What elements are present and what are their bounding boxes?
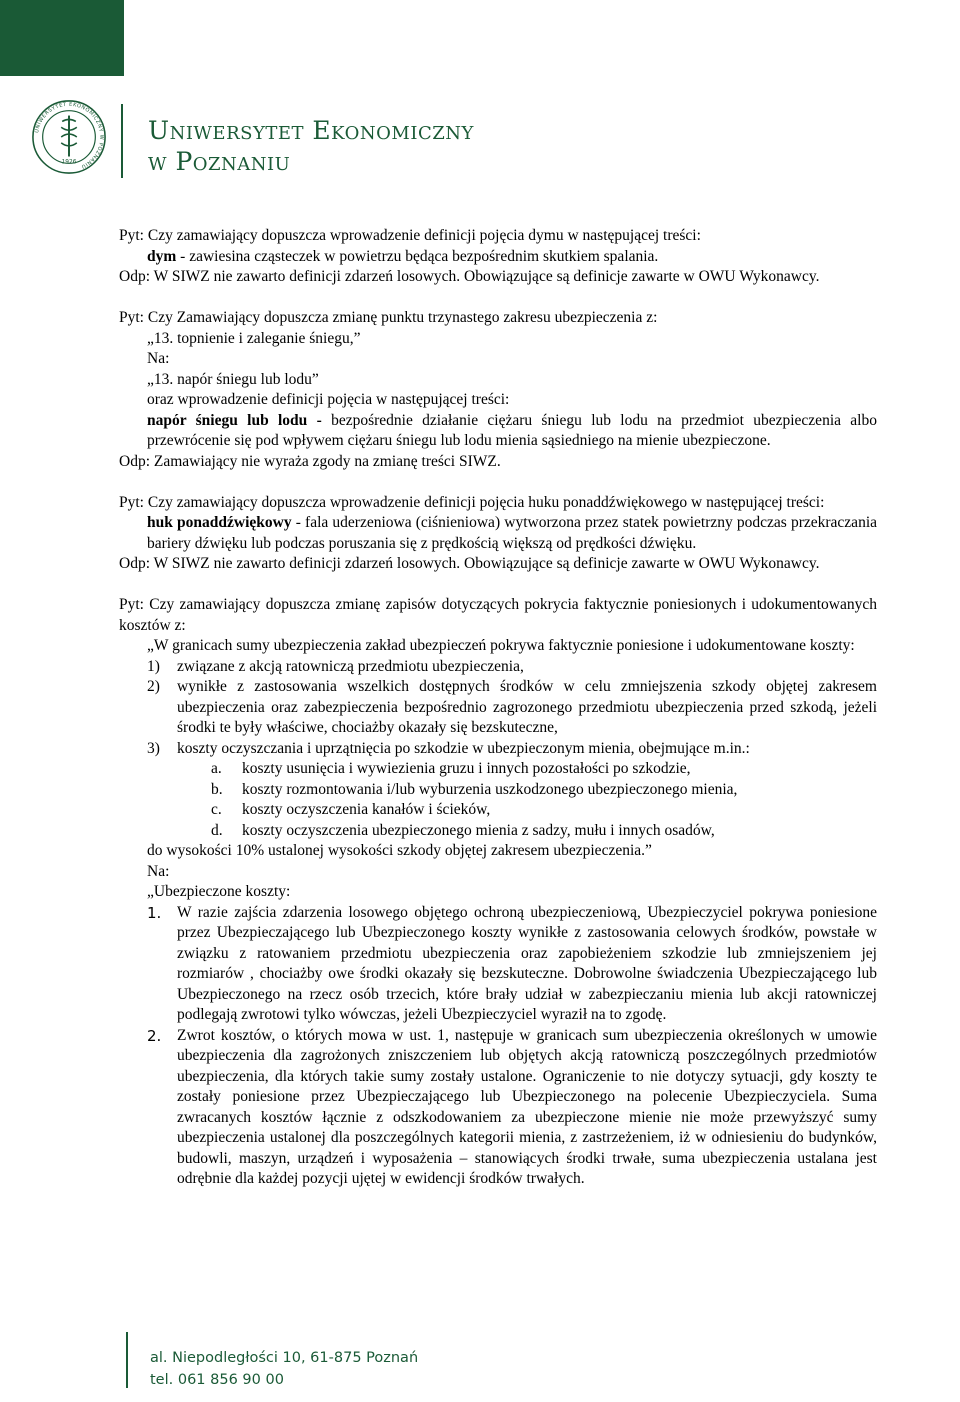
q2-def-term: napór śniegu lub lodu -	[147, 411, 322, 429]
university-name-line1: Uniwersytet Ekonomiczny	[148, 116, 474, 145]
q1-definition	[119, 247, 877, 268]
q3-def-term: huk ponaddźwiękowy	[147, 514, 292, 531]
seal-ring-text: UNIWERSYTET EKONOMICZNY W POZNANIU	[34, 101, 105, 170]
list-item: 3) koszty oczyszczania i uprzątnięcia po szkodzie w ubezpieczonym mienia, obejmujące m.in.:	[147, 739, 750, 757]
list-item: 2. Zwrot kosztów, o których mowa w ust. 1, następuje w granicach sum ubezpieczenia określonych w umowie ubezpieczenia dla zagrożonych zniszczeniem lub objętych akcją ratowniczą poszczególnych przedmiotów ubezpieczenia, dla których takie sumy zostały ustalone. Ograniczenie to nie dotyczy sytuacji, gdy koszty te zostały poniesione przez Ubezpieczającego lub Ubezpieczonego na polecenie Ubezpieczyciela. Suma zwracanych kosztów łącznie z odszkodowaniem za ubezpieczone mienie nie może przewyższyć sumy ubezpieczenia ustalonej dla poszczególnych kategorii mienia, z zastrzeżeniem, iż w odniesieniu do budynków, budowli, maszyn, urządzeń i wyposażenia – stanowiących środki trwałe, suma ubezpieczenia ustalana jest odrębnie dla każdej pozycji ujętej w ewidencji środków trwałych.	[147, 1026, 877, 1187]
footer-divider	[126, 1332, 128, 1388]
q3-definition	[119, 513, 877, 554]
q3-def-text: - fala uderzeniowa (ciśnieniowa) wytworzona przez statek powietrzny podczas przekraczania bariery dźwięku lub podczas poruszania się z prędkością większą od prędkości dźwięku.	[147, 514, 877, 552]
q2-intro: oraz wprowadzenie definicji pojęcia w następującej treści:	[147, 391, 510, 408]
list-item: 1. W razie zajścia zdarzenia losowego objętego ochroną ubezpieczeniową, Ubezpieczyciel pokrywa poniesione przez Ubezpieczającego lub Ubezpieczonego koszty wynikłe z zastosowania celowych środków, powstałe w związku z ratowaniem przedmiotu ubezpieczenia oraz zapobieżeniem szkodzie lub zmniejszeniem jej rozmiarów , chociażby owe środki okazały się bezskuteczne. Dobrowolne świadczenia Ubezpieczającego lub Ubezpieczonego na rzecz osób trzecich, które brały udział w zabezpieczaniu mienia lub akcji ratowniczej podlegają zwrotowi tylko wówczas, jeżeli Ubezpieczyciel wyraził na to zgodę.	[147, 903, 877, 1023]
corner-brand-block	[0, 0, 124, 76]
list-item: 1) związane z akcją ratowniczą przedmiotu ubezpieczenia,	[147, 657, 524, 675]
footer-address: al. Niepodległości 10, 61-875 Poznań	[150, 1350, 419, 1366]
footer	[150, 1347, 418, 1391]
footer-phone: tel. 061 856 90 00	[150, 1372, 284, 1388]
q2-to: „13. napór śniegu lub lodu”	[147, 370, 319, 388]
document-body	[119, 226, 877, 1190]
university-name	[148, 118, 474, 174]
list-item: 2) wynikłe z zastosowania wszelkich dostępnych środków w celu zmniejszenia szkody objętej zakresem ubezpieczenia oraz zabezpieczenia bezpośrednio zagrozonego przedmiotu ubezpieczenia przed szkodą, jeżeli środki te były właściwe, chociażby okazały się bezskuteczne,	[147, 678, 877, 736]
q1-question: Pyt: Czy zamawiający dopuszcza wprowadzenie definicji pojęcia dymu w następującej treści:	[119, 227, 701, 244]
q3-answer: Odp: W SIWZ nie zawarto definicji zdarzeń losowych. Obowiązujące są definicje zawarte w OWU Wykonawcy.	[119, 555, 820, 572]
sub-list-item: a. koszty usunięcia i wywiezienia gruzu i innych pozostałości po szkodzie,	[211, 760, 691, 777]
q4-question: Pyt: Czy zamawiający dopuszcza zmianę zapisów dotyczących pokrycia faktycznie poniesionych i udokumentowanych kosztów z:	[119, 596, 877, 634]
university-name-line2: w Poznaniu	[148, 147, 291, 176]
q4-na-label: Na:	[147, 862, 170, 880]
q2-answer: Odp: Zamawiający nie wyraża zgody na zmianę treści SIWZ.	[119, 452, 501, 470]
q1-def-term: dym	[147, 247, 177, 265]
q2-from: „13. topnienie i zaleganie śniegu,”	[147, 329, 361, 347]
header-divider	[121, 104, 123, 178]
q2-definition	[119, 411, 877, 452]
q4-quote-intro: „W granicach sumy ubezpieczenia zakład ubezpieczeń pokrywa faktycznie poniesione i udokumentowane koszty:	[147, 637, 855, 654]
q1-answer: Odp: W SIWZ nie zawarto definicji zdarzeń losowych. Obowiązujące są definicje zawarte w OWU Wykonawcy.	[119, 268, 820, 285]
seal-year: 1926	[61, 159, 77, 166]
q2-na-label: Na:	[147, 350, 170, 367]
sub-list-item: b. koszty rozmontowania i/lub wyburzenia uszkodzonego ubezpieczonego mienia,	[211, 780, 738, 798]
q3-question: Pyt: Czy zamawiający dopuszcza wprowadzenie definicji pojęcia huku ponaddźwiękowego w następującej treści:	[119, 493, 825, 511]
q1-def-text: - zawiesina cząsteczek w powietrzu będąca bezpośrednim skutkiem spalania.	[176, 247, 659, 265]
university-seal-logo	[30, 98, 108, 176]
q2-question: Pyt: Czy Zamawiający dopuszcza zmianę punktu trzynastego zakresu ubezpieczenia z:	[119, 309, 658, 326]
q2-def-text: bezpośrednie działanie ciężaru śniegu lub lodu na przedmiot ubezpieczenia albo przewrócenie się pod wpływem ciężaru śniegu lub lodu mienia sąsiedniego na mienie ubezpieczone.	[147, 411, 877, 449]
q4-new-intro: „Ubezpieczone koszty:	[147, 883, 291, 900]
sub-list-item: d. koszty oczyszczenia ubezpieczonego mienia z sadzy, mułu i innych osadów,	[211, 821, 715, 839]
sub-list-item: c. koszty oczyszczenia kanałów i ścieków,	[211, 801, 491, 818]
q4-limit: do wysokości 10% ustalonej wysokości szkody objętej zakresem ubezpieczenia.”	[147, 842, 652, 859]
